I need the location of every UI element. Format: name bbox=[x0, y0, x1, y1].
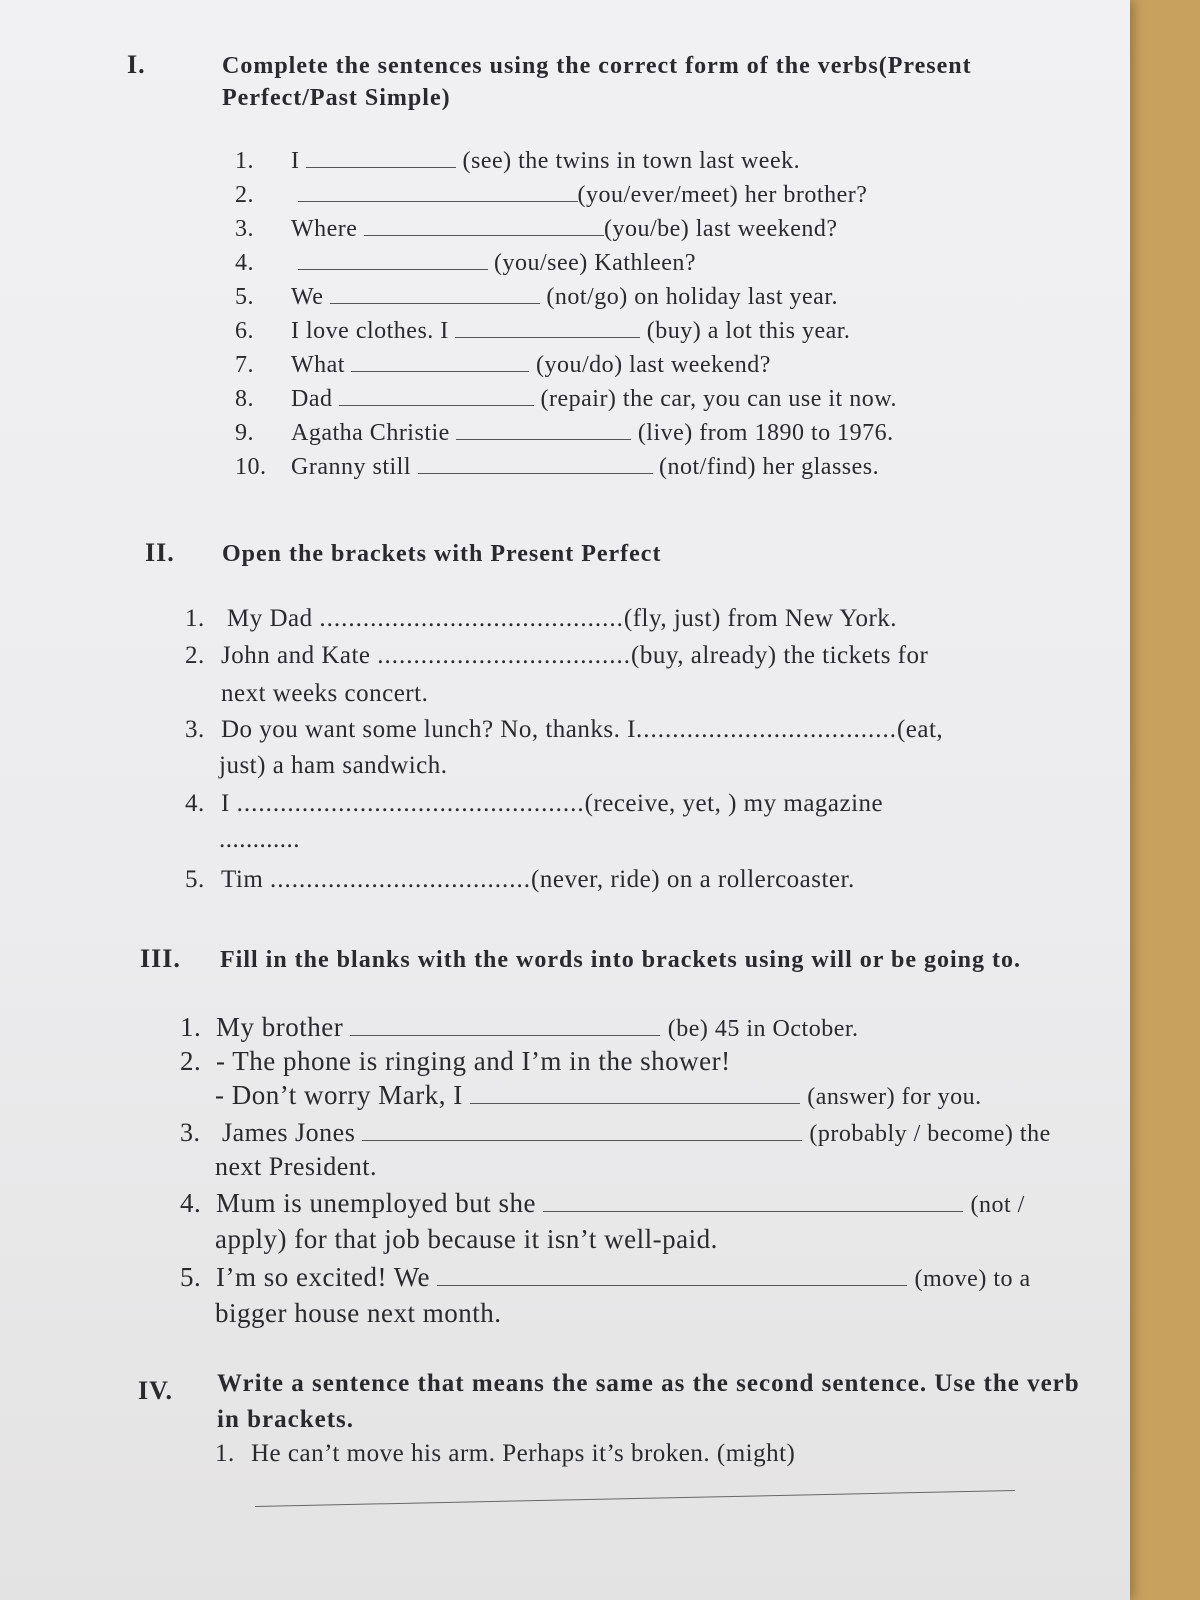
s2-item-3-cont: just) a ham sandwich. bbox=[219, 752, 448, 779]
answer-blank[interactable] bbox=[330, 285, 540, 304]
section-2-number: II. bbox=[145, 538, 175, 567]
s2-item-4: 4. I ................................................(receive, yet, ) my magazine bbox=[185, 790, 884, 817]
s1-item-4: 4. (you/see) Kathleen? bbox=[235, 250, 697, 276]
answer-blank[interactable] bbox=[543, 1193, 963, 1212]
answer-dots[interactable]: ................................................ bbox=[236, 790, 585, 817]
answer-dots[interactable]: ................................... bbox=[377, 642, 632, 669]
answer-blank[interactable] bbox=[351, 353, 529, 372]
s1-item-9: 9. Agatha Christie (live) from 1890 to 1976. bbox=[235, 420, 894, 446]
answer-blank[interactable] bbox=[456, 421, 631, 440]
section-1-number: I. bbox=[127, 50, 146, 79]
answer-dots[interactable]: .......................................... bbox=[319, 605, 624, 632]
s3-item-1: 1. My brother (be) 45 in October. bbox=[180, 1012, 859, 1042]
s2-item-4-cont[interactable]: ............ bbox=[219, 826, 300, 853]
answer-blank[interactable] bbox=[364, 217, 604, 236]
section-4-title: Write a sentence that means the same as the second sentence. Use the verb in brackets. bbox=[217, 1370, 1080, 1434]
s3-item-4-cont: apply) for that job because it isn’t well-paid. bbox=[215, 1224, 718, 1254]
section-4-number: IV. bbox=[138, 1376, 174, 1405]
s2-item-3: 3. Do you want some lunch? No, thanks. I....................................(eat, bbox=[185, 716, 944, 743]
s2-item-1: 1. My Dad ..........................................(fly, just) from New York. bbox=[185, 605, 898, 632]
answer-blank[interactable] bbox=[418, 455, 653, 474]
section-3-title: Fill in the blanks with the words into brackets using will or be going to. bbox=[220, 947, 1021, 973]
s3-item-3: 3. James Jones (probably / become) the bbox=[180, 1118, 1051, 1147]
s3-item-5-cont: bigger house next month. bbox=[215, 1298, 502, 1328]
answer-dots[interactable]: .................................... bbox=[270, 866, 532, 893]
s4-item-1: 1. He can’t move his arm. Perhaps it’s broken. (might) bbox=[215, 1440, 796, 1467]
s1-item-7: 7. What (you/do) last weekend? bbox=[235, 352, 771, 378]
s1-item-5: 5. We (not/go) on holiday last year. bbox=[235, 284, 838, 310]
answer-line[interactable] bbox=[255, 1490, 1015, 1507]
s2-item-2-cont: next weeks concert. bbox=[221, 680, 429, 707]
section-1-title: Complete the sentences using the correct form of the verbs(Present Perfect/Past Simple) bbox=[222, 53, 972, 112]
answer-blank[interactable] bbox=[306, 149, 456, 168]
s3-item-5: 5. I’m so excited! We (move) to a bbox=[180, 1262, 1031, 1292]
s1-item-1: 1. I (see) the twins in town last week. bbox=[235, 148, 801, 174]
answer-blank[interactable] bbox=[298, 251, 488, 270]
section-3-number: III. bbox=[140, 944, 181, 973]
section-2-title: Open the brackets with Present Perfect bbox=[222, 541, 662, 567]
s1-item-6: 6. I love clothes. I (buy) a lot this year. bbox=[235, 318, 851, 344]
answer-blank[interactable] bbox=[470, 1085, 800, 1104]
s3-item-2b: - Don’t worry Mark, I (answer) for you. bbox=[215, 1080, 982, 1110]
answer-blank[interactable] bbox=[339, 387, 534, 406]
s1-item-3: 3. Where (you/be) last weekend? bbox=[235, 216, 838, 242]
s2-item-2: 2. John and Kate ...................................(buy, already) the tickets for bbox=[185, 642, 929, 669]
s1-item-2: 2. (you/ever/meet) her brother? bbox=[235, 182, 868, 208]
answer-blank[interactable] bbox=[437, 1267, 907, 1286]
s1-item-8: 8. Dad (repair) the car, you can use it now. bbox=[235, 386, 897, 412]
answer-blank[interactable] bbox=[298, 183, 578, 202]
s3-item-4: 4. Mum is unemployed but she (not / bbox=[180, 1188, 1025, 1218]
s1-item-10: 10. Granny still (not/find) her glasses. bbox=[235, 454, 880, 480]
answer-blank[interactable] bbox=[362, 1122, 802, 1141]
answer-blank[interactable] bbox=[350, 1017, 660, 1036]
answer-dots[interactable]: .................................... bbox=[635, 716, 897, 743]
s3-item-2: 2. - The phone is ringing and I’m in the shower! bbox=[180, 1046, 731, 1076]
answer-blank[interactable] bbox=[455, 319, 640, 338]
s2-item-5: 5. Tim ....................................(never, ride) on a rollercoaster. bbox=[185, 866, 855, 893]
s3-item-3-cont: next President. bbox=[215, 1152, 378, 1181]
